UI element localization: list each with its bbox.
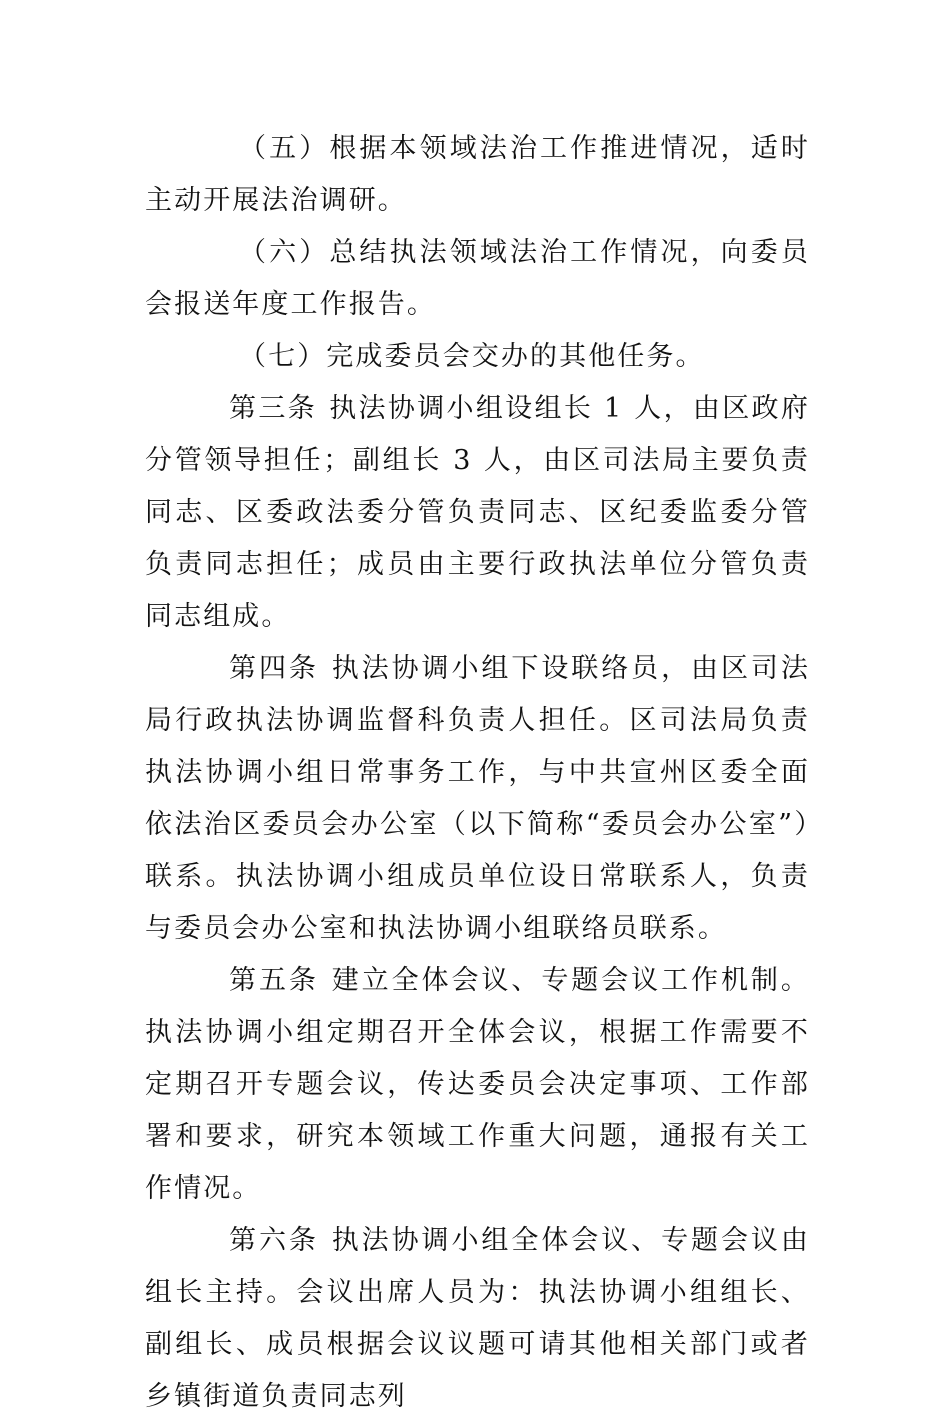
paragraph-text: （六）总结执法领域法治工作情况，向委员会报送年度工作报告。: [145, 237, 810, 320]
paragraph-item-6: [145, 227, 810, 331]
document-body: [145, 123, 810, 1423]
paragraph-article-3: [145, 383, 810, 643]
paragraph-article-5: [145, 955, 810, 1215]
article-label: 第五条: [229, 965, 319, 996]
paragraph-text: 建立全体会议、专题会议工作机制。执法协调小组定期召开全体会议，根据工作需要不定期召开专题会议，传达委员会决定事项、工作部署和要求，研究本领域工作重大问题，通报有关工作情况。: [145, 965, 810, 1204]
paragraph-text: （七）完成委员会交办的其他任务。: [239, 341, 705, 372]
paragraph-item-5: [145, 123, 810, 227]
article-label: 第三条: [229, 393, 317, 424]
paragraph-text: 执法协调小组下设联络员，由区司法局行政执法协调监督科负责人担任。区司法局负责执法协调小组日常事务工作，与中共宣州区委全面依法治区委员会办公室（以下简称“委员会办公室”）联系。执法协调小组成员单位设日常联系人，负责与委员会办公室和执法协调小组联络员联系。: [145, 653, 810, 944]
article-label: 第四条: [229, 653, 319, 684]
paragraph-text: 执法协调小组设组长 1 人，由区政府分管领导担任；副组长 3 人，由区司法局主要负责同志、区委政法委分管负责同志、区纪委监委分管负责同志担任；成员由主要行政执法单位分管负责同志组成。: [145, 393, 810, 632]
paragraph-item-7: [145, 331, 810, 383]
paragraph-article-6: [145, 1215, 810, 1423]
paragraph-article-4: [145, 643, 810, 955]
article-label: 第六条: [229, 1225, 319, 1256]
paragraph-text: 执法协调小组全体会议、专题会议由组长主持。会议出席人员为：执法协调小组组长、副组长、成员根据会议议题可请其他相关部门或者乡镇街道负责同志列: [145, 1225, 810, 1412]
paragraph-text: （五）根据本领域法治工作推进情况，适时主动开展法治调研。: [145, 133, 810, 216]
